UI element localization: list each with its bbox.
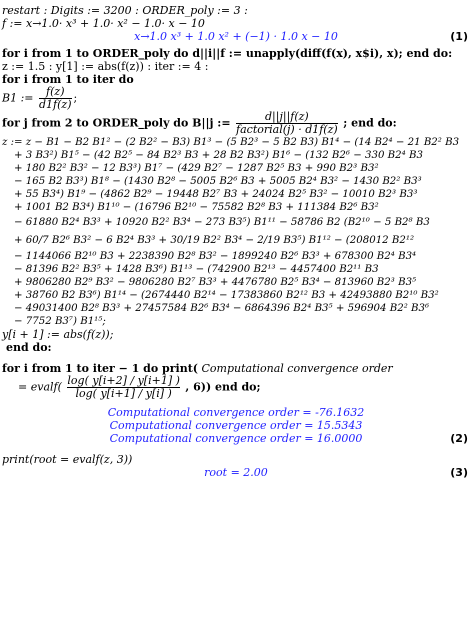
equation-label-3: (3) [450, 466, 468, 479]
loop4-evalf[interactable] [2, 375, 470, 400]
z-line: + 55 B3⁴) B1⁹ − (4862 B2⁹ − 19448 B2⁷ B3 + 24024 B2⁵ B3² − 10010 B2³ B3³ [14, 189, 418, 200]
z-line: + 3 B3²) B1⁵ − (42 B2⁵ − 84 B2³ B3 + 28 B2 B3²) B1⁶ − (132 B2⁶ − 330 B2⁴ B3 [14, 150, 423, 161]
z-line: − 1144066 B2¹⁰ B3 + 2238390 B2⁸ B3² − 1899240 B2⁶ B3³ + 678300 B2⁴ B3⁴ [14, 251, 417, 262]
z-line: + 180 B2² B3² − 12 B3³) B1⁷ − (429 B2⁷ − 1287 B2⁵ B3 + 990 B2³ B3² [14, 163, 379, 174]
loop3-suffix: ; end do: [343, 116, 397, 130]
log-ratio-numerator: log( y[i+2] / y[i+1] ) [67, 374, 180, 387]
loop4-tail: , 6)) end do; [185, 380, 261, 394]
loop3-denominator: factorial(j) · d1f(z) [236, 123, 338, 136]
convergence-order-line: Computational convergence order = 16.0000 [109, 432, 363, 445]
end-do[interactable]: end do: [6, 341, 52, 354]
loop3-prefix: for j from 2 to ORDER_poly do B||j := [2, 116, 231, 130]
root-value: root = 2.00 [204, 466, 268, 479]
loop1-input[interactable]: for i from 1 to ORDER_poly do d||i||f := unapply(diff(f(x), x$i), x); end do: [2, 47, 453, 60]
z-line: − 7752 B3⁷) B1¹⁵; [14, 316, 106, 327]
z-line: − 61880 B2⁴ B3³ + 10920 B2² B3⁴ − 273 B3⁵) B1¹¹ − 58786 B2 (B2¹⁰ − 5 B2⁸ B3 [14, 217, 430, 228]
y-update-input[interactable]: y[i + 1] := abs(f(z)); [2, 328, 114, 341]
loop3-fraction [236, 111, 338, 136]
b1-assignment[interactable]: B1 := $\frac{f(z)}{d1f(z)}$ ; [2, 85, 78, 111]
equation-label-2: (2) [450, 432, 468, 445]
z-line: z := z − B1 − B2 B1² − (2 B2² − B3) B1³ − (5 B2³ − 5 B2 B3) B1⁴ − (14 B2⁴ − 21 B2² B3 [2, 137, 460, 148]
output-1-expression: x→1.0 x³ + 1.0 x² + (−1) · 1.0 x − 10 [134, 30, 338, 43]
init-input[interactable]: z := 1.5 : y[1] := abs(f(z)) : iter := 4 : [2, 60, 209, 73]
log-ratio-denominator: log( y[i+1] / y[i] ) [75, 387, 172, 400]
evalf-call: = evalf( [18, 380, 62, 394]
output-3 [2, 466, 470, 479]
b1-numerator: f(z) [39, 86, 72, 99]
z-update-expression[interactable] [2, 136, 470, 328]
z-line: + 9806280 B2⁹ B3² − 9806280 B2⁷ B3³ + 4476780 B2⁵ B3⁴ − 813960 B2³ B3⁵ [14, 277, 417, 288]
z-line: + 38760 B2 B3⁶) B1¹⁴ − (2674440 B2¹⁴ − 17383860 B2¹² B3 + 42493880 B2¹⁰ B3² [14, 290, 439, 301]
convergence-order-line: Computational convergence order = -76.1632 [107, 406, 365, 419]
equation-label-1: (1) [450, 30, 468, 43]
z-line: + 1001 B2 B3⁴) B1¹⁰ − (16796 B2¹⁰ − 75582 B2⁸ B3 + 111384 B2⁶ B3² [14, 202, 379, 213]
output-1 [2, 30, 470, 43]
z-line: − 49031400 B2⁸ B3³ + 27457584 B2⁶ B3⁴ − 6864396 B2⁴ B3⁵ + 596904 B2² B3⁶ [14, 303, 430, 314]
restart-input[interactable]: restart : Digits := 3200 : ORDER_poly := 3 : [2, 4, 248, 17]
b1-denominator: d1f(z) [39, 98, 72, 111]
loop4-prefix: for i from 1 to iter − 1 do print( [2, 362, 198, 375]
b1-fraction [39, 86, 72, 111]
loop4-label: Computational convergence order [201, 362, 393, 375]
log-ratio-fraction [67, 375, 180, 400]
print-root-input[interactable]: print(root = evalf(z, 3)) [2, 453, 133, 466]
z-line: − 81396 B2² B3⁵ + 1428 B3⁶) B1¹³ − (742900 B2¹³ − 4457400 B2¹¹ B3 [14, 264, 379, 275]
output-2 [2, 406, 470, 445]
z-line: + 60/7 B2⁶ B3² − 6 B2⁴ B3³ + 30/19 B2² B3⁴ − 2/19 B3⁵) B1¹² − (208012 B2¹² [14, 235, 415, 246]
loop3-numerator: d||j||f(z) [236, 111, 338, 124]
z-line: − 165 B2 B3³) B1⁸ − (1430 B2⁸ − 5005 B2⁶ B3 + 5005 B2⁴ B3² − 1430 B2² B3³ [14, 176, 422, 187]
loop3-input[interactable] [2, 111, 470, 136]
loop2-header[interactable]: for i from 1 to iter do [2, 73, 134, 86]
convergence-order-line: Computational convergence order = 15.5343 [109, 419, 363, 432]
b1-lhs: B1 := [2, 91, 34, 105]
f-definition-input[interactable]: f := x→1.0· x³ + 1.0· x² − 1.0· x − 10 [2, 17, 205, 30]
